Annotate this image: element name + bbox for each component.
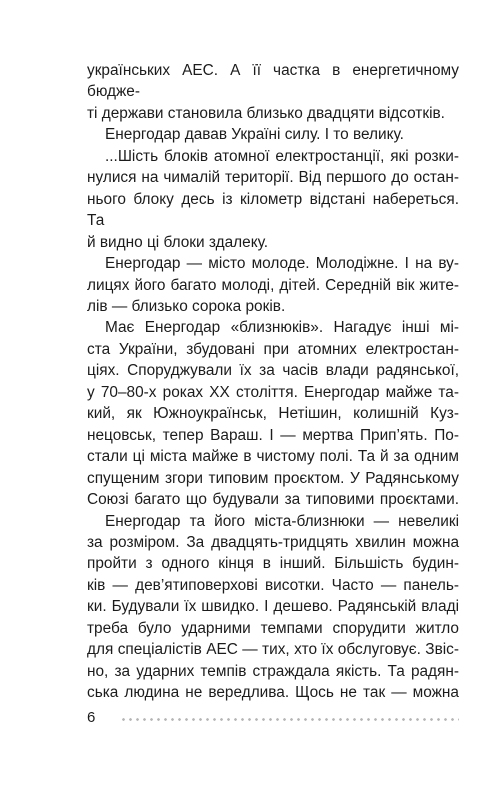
text-line: ська людина не вередлива. Щось не так — можна: [87, 684, 459, 702]
text-line: Енергодар — місто молоде. Молодіжне. І на ву-: [105, 255, 459, 273]
text-line: ків — дев’ятиповерхові висотки. Часто — панель-: [87, 576, 459, 594]
paragraph: [87, 124, 459, 145]
text-line: спущеним згори типовим проєктом. У Радянському: [87, 469, 459, 487]
text-line: й видно ці блоки здалеку.: [87, 233, 269, 251]
text-line: ...Шість блоків атомної електростанції, які розки-: [105, 147, 459, 165]
paragraph: [87, 511, 459, 704]
page-body: [87, 60, 459, 704]
text-line: ста України, збудовані при атомних електростан-: [87, 340, 459, 358]
text-line: стали ці міста майже в чистому полі. Та й за одним: [87, 448, 459, 466]
text-line: Енергодар та його міста-близнюки — невеликі: [105, 512, 459, 530]
text-line: ті держави становила близько двадцяти відсотків.: [87, 104, 445, 122]
text-line: но, за ударних темпів страждала якість. Та радян-: [87, 662, 459, 680]
text-line: ки. Будували їх швидко. І дешево. Радянській владі: [87, 598, 459, 616]
paragraph: [87, 146, 459, 253]
text-line: кий, як Южноукраїнськ, Нетішин, колишній Куз-: [87, 405, 459, 423]
paragraph: [87, 317, 459, 510]
page-number: 6: [87, 709, 96, 726]
text-line: для спеціалістів АЕС — тих, хто їх обслуговує. Звіс-: [87, 641, 459, 659]
text-line: Має Енергодар «близнюків». Нагадує інші мі-: [105, 319, 459, 337]
text-line: за розміром. За двадцять-тридцять хвилин можна: [87, 533, 459, 551]
paragraph: [87, 60, 459, 124]
text-line: треба було ударними темпами спорудити житло: [87, 619, 459, 637]
paragraph: [87, 253, 459, 317]
text-line: ціях. Споруджували їх за часів влади радянської,: [87, 362, 459, 380]
text-line: лів — близько сорока років.: [87, 297, 286, 315]
text-line: нього блоку десь із кілометр відстані набереться. Та: [87, 190, 459, 230]
footer-dotted-divider: [120, 718, 459, 721]
text-line: нецовськ, тепер Вараш. І — мертва Прип’ять. По-: [87, 426, 459, 444]
text-line: Союзі багато що будували за типовими проєктами.: [87, 491, 459, 509]
text-line: у 70–80-х роках ХХ століття. Енергодар майже та-: [87, 383, 459, 401]
text-line: пройти з одного кінця в інший. Більшість будин-: [87, 555, 459, 573]
text-line: Енергодар давав Україні силу. І то велику.: [105, 126, 404, 144]
text-line: нулися на чималій території. Від першого до остан-: [87, 169, 459, 187]
text-line: лицях його багато молоді, дітей. Середній вік жите-: [87, 276, 459, 294]
text-line: українських АЕС. А її частка в енергетичному бюдже-: [87, 62, 459, 101]
page-footer: [87, 706, 459, 730]
